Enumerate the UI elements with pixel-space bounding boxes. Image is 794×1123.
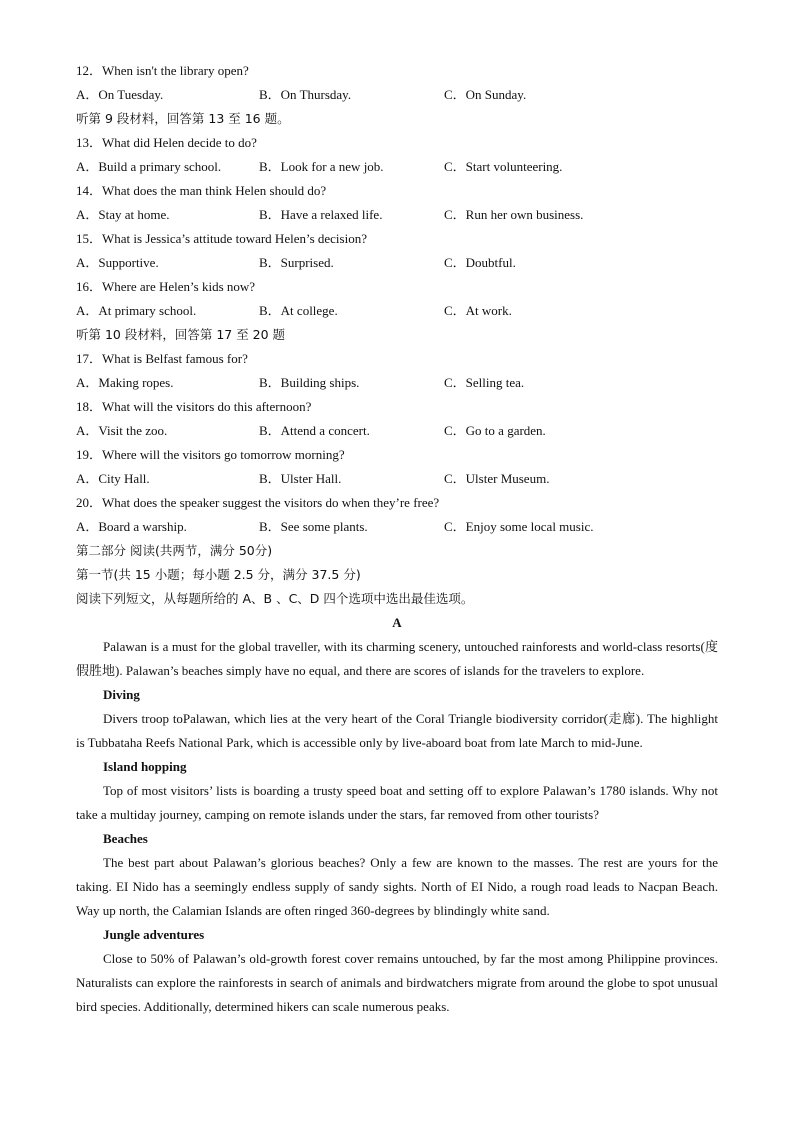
option-c: C．Selling tea. [444,375,525,390]
part-2-title: 第二部分 阅读(共两节，满分 50分) [76,543,273,558]
option-b: B．Surprised. [259,255,334,270]
option-c: C．Ulster Museum. [444,471,550,486]
options-12 [76,83,718,107]
option-b: B．On Thursday. [259,87,352,102]
question-16: 16．Where are Helen’s kids now? [76,279,256,294]
options-20 [76,515,718,539]
option-c: C．Start volunteering. [444,159,563,174]
reading-instruction: 阅读下列短文，从每题所给的 A、B 、C、D 四个选项中选出最佳选项。 [76,591,474,606]
option-c: C．At work. [444,303,512,318]
option-b: B．Attend a concert. [259,423,370,438]
option-c: C．Go to a garden. [444,423,546,438]
option-b: B．Look for a new job. [259,159,384,174]
section-paragraph: The best part about Palawan’s glorious beaches? Only a few are known to the masses. The rest are yours for the taking. EI Nido has a seemingly endless supply of sandy sights. North of EI Nido, a rough road leads to Nacpan Beach. Way up north, the Calamian Islands are often ringed 360-degrees by blindingly white sand. [76,855,718,918]
question-15: 15．What is Jessica’s attitude toward Helen’s decision? [76,231,367,246]
option-a: A．On Tuesday. [76,87,164,102]
question-13: 13．What did Helen decide to do? [76,135,257,150]
option-c: C．Doubtful. [444,255,516,270]
option-a: A．Stay at home. [76,207,170,222]
option-c: C．Run her own business. [444,207,584,222]
question-19: 19．Where will the visitors go tomorrow morning? [76,447,345,462]
option-a: A．Board a warship. [76,519,187,534]
option-b: B．See some plants. [259,519,368,534]
question-12: 12．When isn't the library open? [76,63,249,78]
options-19 [76,467,718,491]
question-17: 17．What is Belfast famous for? [76,351,248,366]
section-heading: Island hopping [103,759,187,774]
option-a: A．Build a primary school. [76,159,222,174]
section-heading: Beaches [103,831,148,846]
option-a: A．At primary school. [76,303,197,318]
question-14: 14．What does the man think Helen should do? [76,183,327,198]
section-heading: Diving [103,687,140,702]
section-10-instruction: 听第 10 段材料，回答第 17 至 20 题 [76,327,286,342]
options-13 [76,155,718,179]
options-14 [76,203,718,227]
section-1-title: 第一节(共 15 小题；每小题 2.5 分，满分 37.5 分) [76,567,361,582]
options-15 [76,251,718,275]
section-paragraph: Divers troop toPalawan, which lies at the very heart of the Coral Triangle biodiversity corridor(走廊). The highlight is Tubbataha Reefs National Park, which is accessible only by live-aboard boat from late March to mid-June. [76,711,718,750]
option-b: B．Ulster Hall. [259,471,342,486]
passage-intro: Palawan is a must for the global traveller, with its charming scenery, untouched rainforests and world-class resorts(度假胜地). Palawan’s beaches simply have no equal, and there are scores of islands for the travelers to explore. [76,639,718,678]
option-a: A．Visit the zoo. [76,423,168,438]
option-a: A．Supportive. [76,255,159,270]
option-b: B．At college. [259,303,338,318]
options-17 [76,371,718,395]
exam-page [76,59,718,1019]
section-paragraph: Close to 50% of Palawan’s old-growth forest cover remains untouched, by far the most among Philippine provinces. Naturalists can explore the rainforests in search of animals and birdwatchers migrate from around the globe to spot unusual bird species. Additionally, determined hikers can scale numerous peaks. [76,951,718,1014]
option-c: C．Enjoy some local music. [444,519,594,534]
question-18: 18．What will the visitors do this afternoon? [76,399,312,414]
section-heading: Jungle adventures [103,927,205,942]
option-a: A．Making ropes. [76,375,174,390]
options-16 [76,299,718,323]
option-b: B．Building ships. [259,375,360,390]
option-a: A．City Hall. [76,471,150,486]
section-paragraph: Top of most visitors’ lists is boarding a trusty speed boat and setting off to explore Palawan’s 1780 islands. Why not take a multiday journey, camping on remote islands under the stars, far removed from other tourists? [76,783,718,822]
option-c: C．On Sunday. [444,87,527,102]
passage-label: A [392,615,402,630]
question-20: 20．What does the speaker suggest the visitors do when they’re free? [76,495,440,510]
options-18 [76,419,718,443]
section-9-instruction: 听第 9 段材料，回答第 13 至 16 题。 [76,111,290,126]
option-b: B．Have a relaxed life. [259,207,383,222]
